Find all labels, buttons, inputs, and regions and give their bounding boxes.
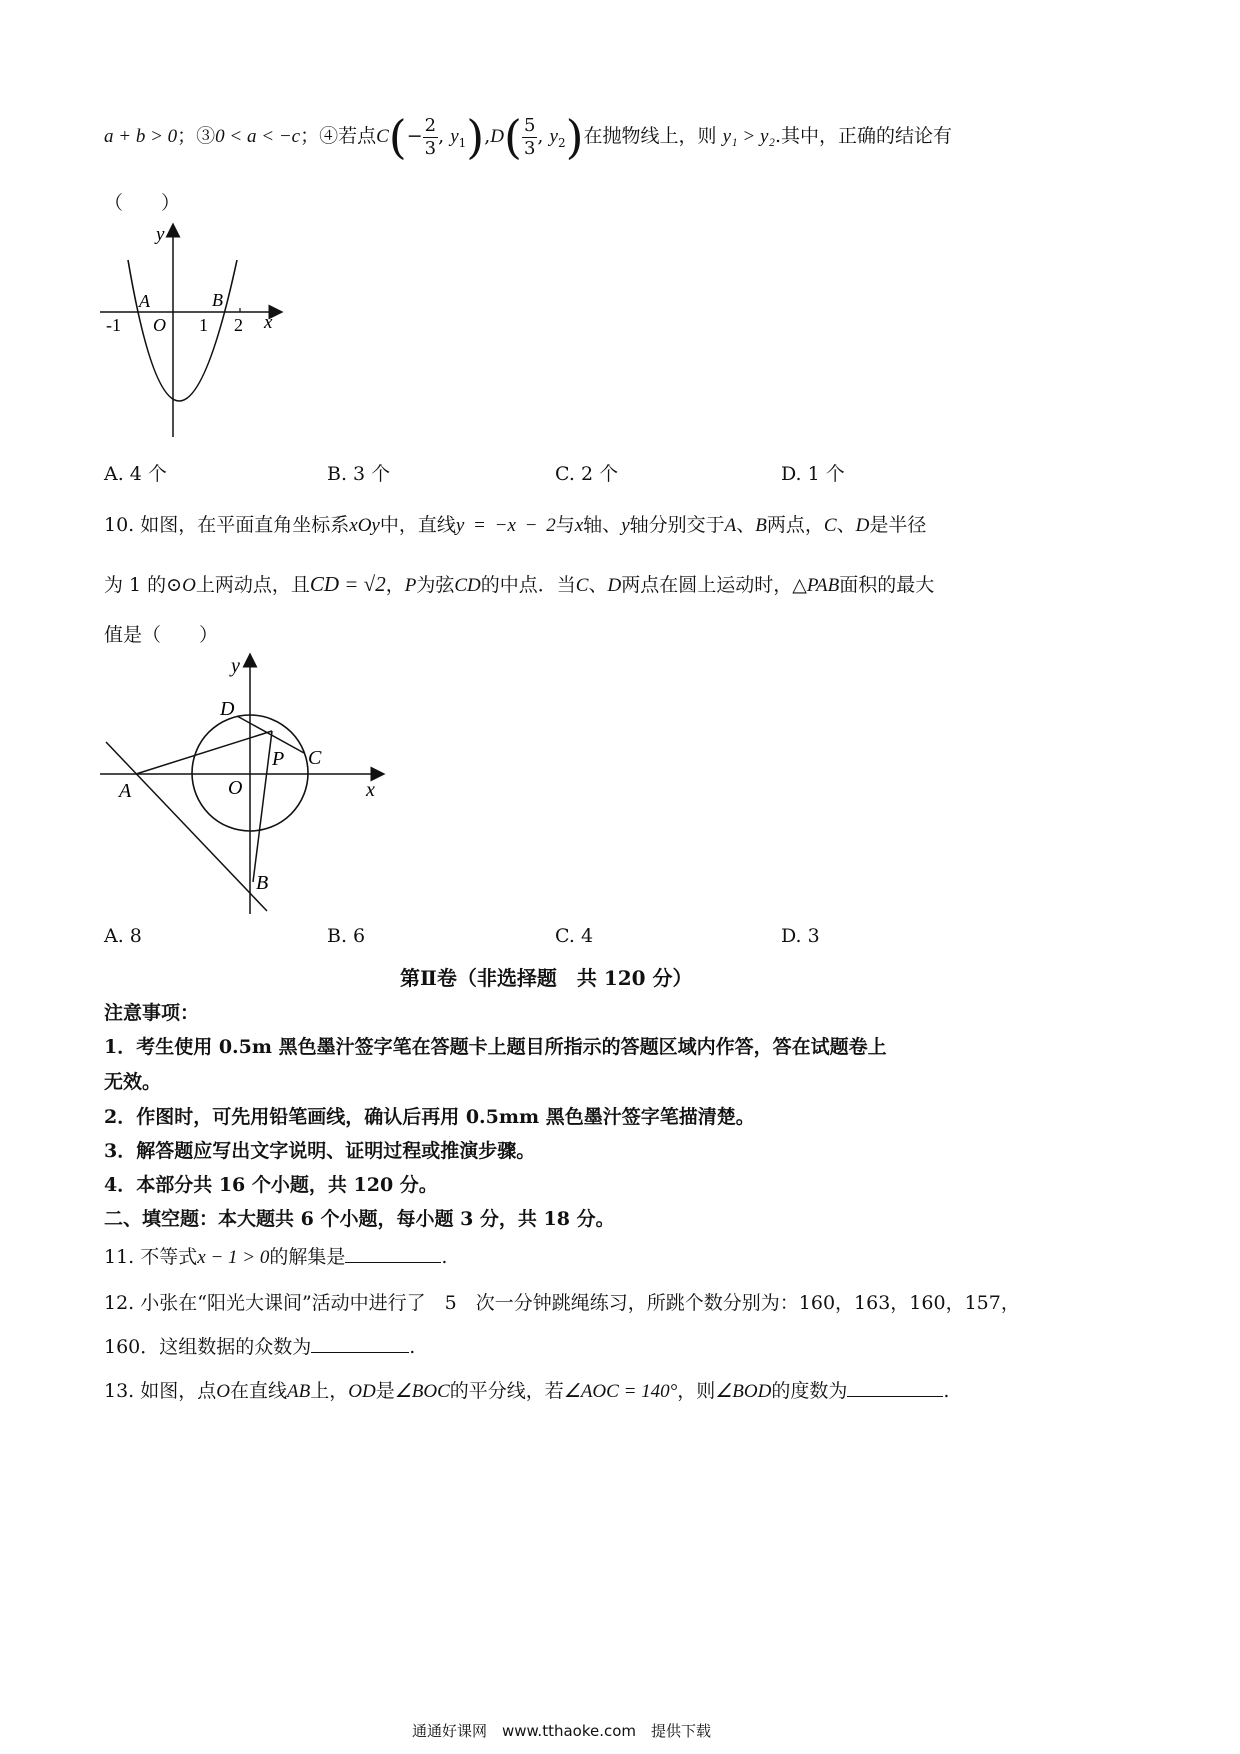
q10-line1: [104, 510, 926, 537]
cond-4-ineq: y₁ > y₂: [722, 126, 776, 147]
point-c-label: C: [376, 126, 389, 147]
q10-c2: C: [575, 575, 589, 596]
cond-4-text: 在抛物线上，则: [583, 125, 717, 147]
q10-text-1: 10. 如图，在平面直角坐标系: [104, 514, 350, 536]
q10-text-4: 轴、: [583, 514, 622, 536]
q9-option-b[interactable]: B. 3 个: [327, 463, 391, 485]
q10-cd-equation: CD = √2: [309, 572, 386, 596]
fraction-d: [522, 115, 537, 160]
cond-3-prefix: ；③: [177, 125, 216, 147]
q11-inequality: x − 1 > 0: [197, 1247, 270, 1268]
q10-text-12: 的中点．当: [480, 574, 576, 596]
q13-answer-blank[interactable]: [847, 1378, 943, 1397]
fraction-c-numerator: 2: [424, 114, 437, 136]
point-d-label: D: [490, 126, 505, 147]
q10-text-2: 中，直线: [379, 514, 456, 536]
q10-x: x: [574, 515, 584, 536]
x-axis-label: x: [264, 312, 273, 333]
q11-end: .: [441, 1246, 448, 1268]
point-b-label: B: [212, 290, 223, 310]
q10-text-9: 上两动点，且: [195, 574, 310, 596]
fraction-d-numerator: 5: [523, 114, 536, 136]
q10-text-7: 是半径: [869, 514, 927, 536]
footer-download-note: 通通好课网 www.tthaoke.com 提供下载: [412, 1722, 712, 1740]
y2-var: y: [549, 126, 558, 147]
q10-sep1: 、: [736, 514, 756, 536]
q10-o: O: [182, 575, 196, 596]
q10-text-8: 为 1 的: [104, 574, 167, 596]
q10-option-b[interactable]: B. 6: [327, 925, 366, 947]
q10-y: y: [621, 515, 630, 536]
point-p-label: P: [272, 748, 285, 770]
triangle-symbol: △: [792, 574, 807, 596]
tick-1: 1: [199, 315, 208, 335]
q9-option-a[interactable]: A. 4 个: [104, 463, 167, 485]
q13-text-5: 的平分线，若: [449, 1380, 564, 1402]
y1-var: y: [450, 126, 459, 147]
q9-conditions-line: a + b > 0；③0 < a < −c；④若点C(− $\frac{2}{3}$ , $y_1),D$( $\frac{5}{3}$ , $y_2$)在抛物线上，则 y₁ > y₂.其中，正确的结论有: [104, 110, 953, 164]
point-b-label: B: [256, 872, 269, 894]
q13-text-7: 的度数为: [771, 1380, 848, 1402]
y-axis-label: y: [156, 224, 165, 245]
right-paren: ): [466, 110, 485, 164]
q11: [104, 1242, 447, 1269]
point-a-label: A: [139, 291, 150, 311]
circle-symbol: ⊙: [166, 574, 183, 596]
q12-line1: 12. 小张在“阳光大课间”活动中进行了 5 次一分钟跳绳练习，所跳个数分别为：160，163，160，157，: [104, 1292, 1020, 1314]
q10-text-14: 面积的最大: [839, 574, 935, 596]
cond-2-expr: a + b > 0: [104, 126, 178, 147]
q10-pab: PAB: [806, 575, 840, 596]
line-ab: [106, 742, 267, 911]
point-a-label: A: [119, 780, 132, 802]
tick-2: 2: [234, 315, 243, 335]
q10-xoy: xOy: [349, 515, 380, 536]
q13-od: OD: [348, 1381, 376, 1402]
right-paren-d: ): [565, 110, 584, 164]
q10-p: P: [404, 575, 417, 596]
q9-answer-paren: （ ）: [104, 192, 181, 214]
q10-option-c[interactable]: C. 4: [555, 925, 594, 947]
q11-answer-blank[interactable]: [345, 1244, 441, 1263]
parabola-graph: [96, 222, 296, 444]
q10-text-5: 轴分别交于: [629, 514, 725, 536]
q12-text: 160．这组数据的众数为: [104, 1336, 312, 1358]
q10-text-13: 两点在圆上运动时，: [621, 574, 793, 596]
note-3: 3．解答题应写出文字说明、证明过程或推演步骤。: [104, 1140, 536, 1162]
point-d-label: D: [220, 698, 235, 720]
q13-angle-bod: ∠BOD: [715, 1381, 772, 1402]
q13-o: O: [216, 1381, 230, 1402]
q10-line2: [104, 570, 934, 597]
q13-angle-aoc: ∠AOC = 140°: [563, 1381, 678, 1402]
q10-text-3: 与: [555, 514, 575, 536]
q10-line-equation: y = −x − 2: [455, 515, 556, 536]
note-4: 4．本部分共 16 个小题，共 120 分。: [104, 1174, 438, 1196]
q10-b: B: [755, 515, 767, 536]
q10-sep3: 、: [588, 574, 608, 596]
parabola-curve: [128, 260, 237, 401]
q13: [104, 1376, 949, 1403]
q10-option-d[interactable]: D. 3: [781, 925, 820, 947]
q13-ab: AB: [287, 1381, 311, 1402]
q13-text-6: ，则: [677, 1380, 716, 1402]
left-paren-d: (: [504, 110, 522, 164]
note-1-cont: 无效。: [104, 1071, 162, 1093]
q13-text-4: 是: [375, 1380, 395, 1402]
section-2-title: 第Ⅱ卷（非选择题 共 120 分）: [400, 966, 693, 990]
q10-sep2: 、: [836, 514, 856, 536]
q13-text-3: 上，: [310, 1380, 349, 1402]
q12-line2: [104, 1332, 415, 1359]
left-paren: (: [388, 110, 407, 164]
q10-cd: CD: [454, 575, 481, 596]
x-axis-label: x: [366, 779, 375, 801]
q12-answer-blank[interactable]: [311, 1334, 409, 1353]
q10-a: A: [724, 515, 737, 536]
q13-text-1: 13. 如图，点: [104, 1380, 217, 1402]
origin-label: O: [153, 315, 166, 335]
y1-sub: 1: [458, 135, 467, 150]
q13-text-2: 在直线: [230, 1380, 288, 1402]
y-axis-label: y: [231, 655, 240, 677]
q10-text-10: ，: [385, 574, 405, 596]
note-1: 1．考生使用 0.5m 黑色墨汁签字笔在答题卡上题目所指示的答题区域内作答，答在试题卷上: [104, 1036, 887, 1058]
cond-4-prefix: ；④若点: [300, 125, 377, 147]
point-o-label: O: [228, 777, 243, 799]
q12-end: .: [409, 1336, 416, 1358]
q9-option-d[interactable]: D. 1 个: [781, 463, 845, 485]
q10-c: C: [823, 515, 837, 536]
cond-3-expr: 0 < a < −c: [215, 126, 301, 147]
cond-4-ending: .其中，正确的结论有: [775, 125, 953, 147]
q10-line3: 值是（ ）: [104, 624, 219, 646]
q10-text-6: 两点，: [766, 514, 824, 536]
segment-bp: [253, 731, 272, 882]
q10-option-a[interactable]: A. 8: [104, 925, 142, 947]
y2-sub: 2: [557, 135, 566, 150]
fraction-c-denominator: 3: [424, 137, 437, 159]
fraction-d-denominator: 3: [523, 137, 536, 159]
q9-option-c[interactable]: C. 2 个: [555, 463, 619, 485]
notice-title: 注意事项：: [104, 1002, 200, 1024]
fraction-c: [423, 115, 438, 160]
q10-d2: D: [607, 575, 622, 596]
fill-in-section-title: 二、填空题：本大题共 6 个小题，每小题 3 分，共 18 分。: [104, 1208, 615, 1230]
tick-neg1: -1: [106, 315, 121, 335]
q13-angle-boc: ∠BOC: [394, 1381, 450, 1402]
q10-text-11: 为弦: [416, 574, 455, 596]
q10-d: D: [855, 515, 870, 536]
point-c-label: C: [308, 747, 322, 769]
note-2: 2．作图时，可先用铅笔画线，确认后再用 0.5mm 黑色墨汁签字笔描清楚。: [104, 1106, 755, 1128]
circle-geometry-graph: [96, 652, 396, 917]
q11-text-2: 的解集是: [269, 1246, 346, 1268]
q11-text-1: 11. 不等式: [104, 1246, 198, 1268]
q13-end: .: [943, 1380, 950, 1402]
